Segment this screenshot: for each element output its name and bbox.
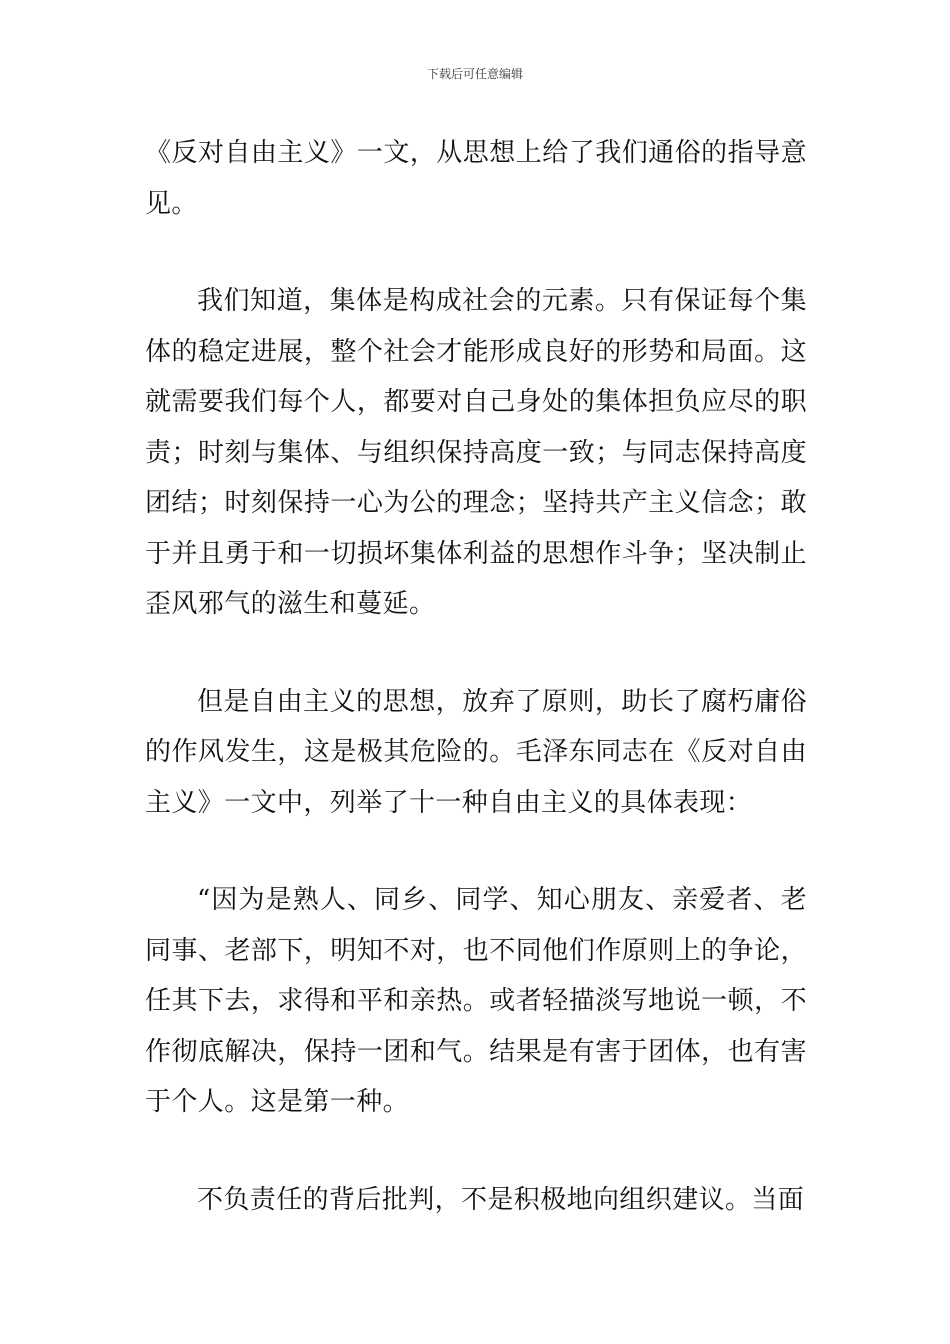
paragraph-quote-first: “因为是熟人、同乡、同学、知心朋友、亲爱者、老同事、老部下，明知不对，也不同他们作原则上的争论，任其下去，求得和平和亲热。或者轻描淡写地说一顿，不作彻底解决，保持一团和气。结果是有害于团体，也有害于个人。这是第一种。 <box>145 885 807 1117</box>
paragraph-liberalism: 但是自由主义的思想，放弃了原则，助长了腐朽庸俗的作风发生，这是极其危险的。毛泽东同志在《反对自由主义》一文中，列举了十一种自由主义的具体表现： <box>145 686 807 818</box>
document-body <box>145 128 807 1225</box>
paragraph-second: 不负责任的背后批判，不是积极地向组织建议。当面 <box>197 1184 805 1215</box>
paragraph-collective: 我们知道，集体是构成社会的元素。只有保证每个集体的稳定进展，整个社会才能形成良好的形势和局面。这就需要我们每个人，都要对自己身处的集体担负应尽的职责；时刻与集体、与组织保持高度一致；与同志保持高度团结；时刻保持一心为公的理念；坚持共产主义信念；敢于并且勇于和一切损坏集体利益的思想作斗争；坚决制止歪风邪气的滋生和蔓延。 <box>145 286 807 619</box>
page-header: 下载后可任意编辑 <box>426 67 523 81</box>
paragraph-intro: 《反对自由主义》一文，从思想上给了我们通俗的指导意见。 <box>145 138 807 219</box>
